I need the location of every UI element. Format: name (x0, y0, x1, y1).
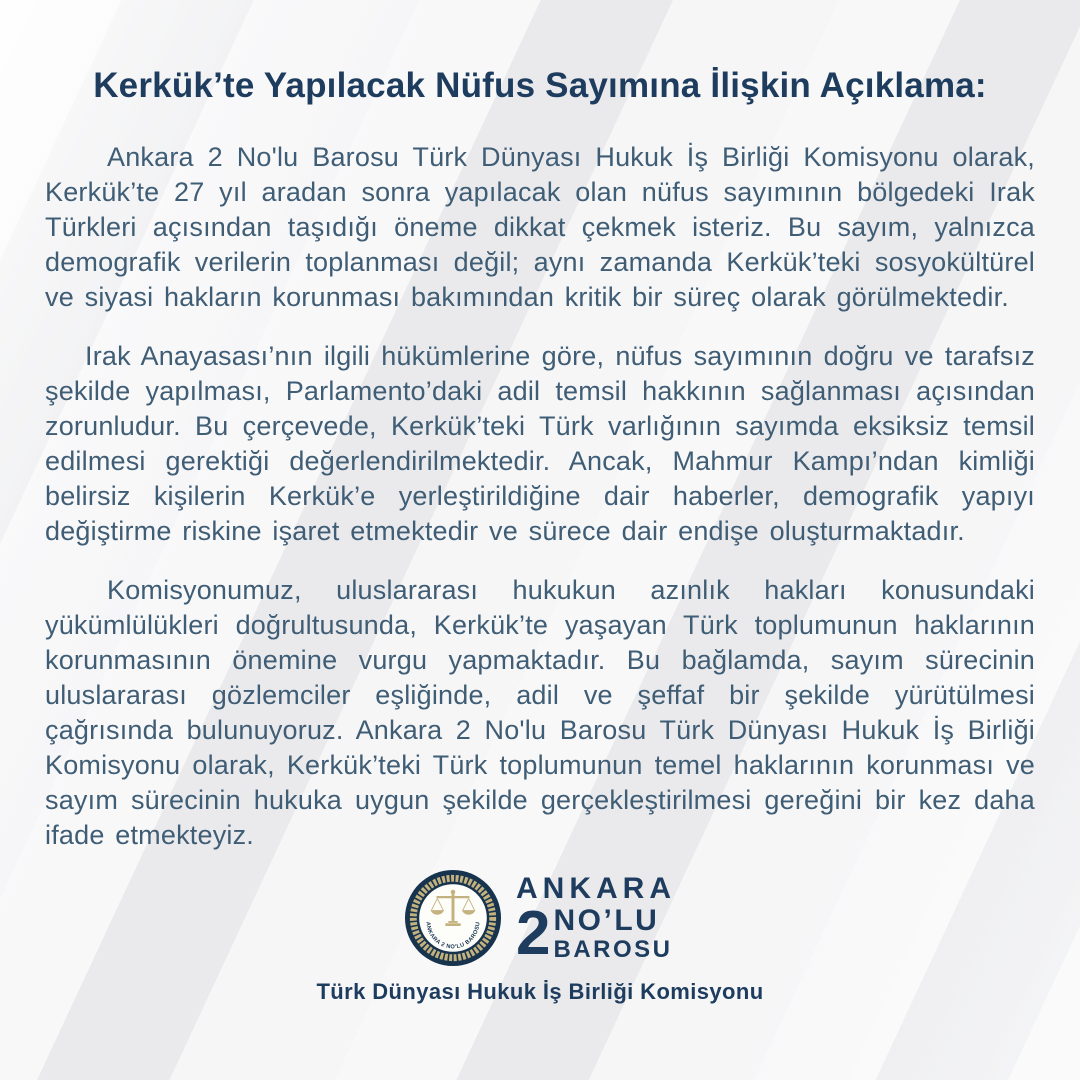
paragraph-3: Komisyonumuz, uluslararası hukukun azınlık hakları konusundaki yükümlülükleri doğrultusunda, Kerkük’te yaşayan Türk toplumunun haklarının korunmasının önemine vurgu yapmaktadır. Bu bağlamda, sayım sürecinin uluslararası gözlemciler eşliğinde, adil ve şeffaf bir şekilde yürütülmesi çağrısında bulunuyoruz. Ankara 2 No'lu Barosu Türk Dünyası Hukuk İş Birliği Komisyonu olarak, Kerkük’teki Türk toplumunun temel haklarının korunması ve sayım sürecinin hukuka uygun şekilde gerçekleştirilmesi gereğini bir kez daha ifade etmekteyiz. (45, 575, 1035, 850)
bar-association-seal-icon (404, 869, 502, 967)
paragraph-1: Ankara 2 No'lu Barosu Türk Dünyası Hukuk İş Birliği Komisyonu olarak, Kerkük’te 27 yıl aradan sonra yapılacak olan nüfus sayımının bölgedeki Irak Türkleri açısından taşıdığı öneme dikkat çekmek isteriz. Bu sayım, yalnızca demografik verilerin toplanması değil; aynı zamanda Kerkük’teki sosyokültürel ve siyasi hakların korunması bakımından kritik bir süreç olarak görülmektedir. (45, 142, 1035, 312)
commission-caption: Türk Dünyası Hukuk İş Birliği Komisyonu (316, 979, 764, 1004)
logo-line-ankara: ANKARA (516, 872, 676, 905)
logo-wordmark (516, 872, 676, 968)
logo-line-barosu: BAROSU (553, 936, 673, 963)
bar-association-logo (0, 869, 1080, 967)
logo-line-nolu: NO’LU (553, 904, 660, 937)
page-title: Kerkük’te Yapılacak Nüfus Sayımına İlişkin Açıklama: (93, 66, 987, 105)
announcement-body (45, 140, 1035, 853)
paragraph-2: Irak Anayasası’nın ilgili hükümlerine göre, nüfus sayımının doğru ve tarafsız şekilde yapılması, Parlamento’daki adil temsil hakkının sağlanması açısından zorunludur. Bu çerçevede, Kerkük’teki Türk varlığının sayımda eksiksiz temsil edilmesi gerektiği değerlendirilmektedir. Ancak, Mahmur Kampı’ndan kimliği belirsiz kişilerin Kerkük’e yerleştirildiğine dair haberler, demografik yapıyı değiştirme riskine işaret etmektedir ve sürece dair endişe oluşturmaktadır. (45, 341, 1035, 546)
logo-number-2: 2 (516, 898, 551, 968)
seal-curved-text: ANKARA 2 NO’LU BAROSU (424, 921, 482, 951)
